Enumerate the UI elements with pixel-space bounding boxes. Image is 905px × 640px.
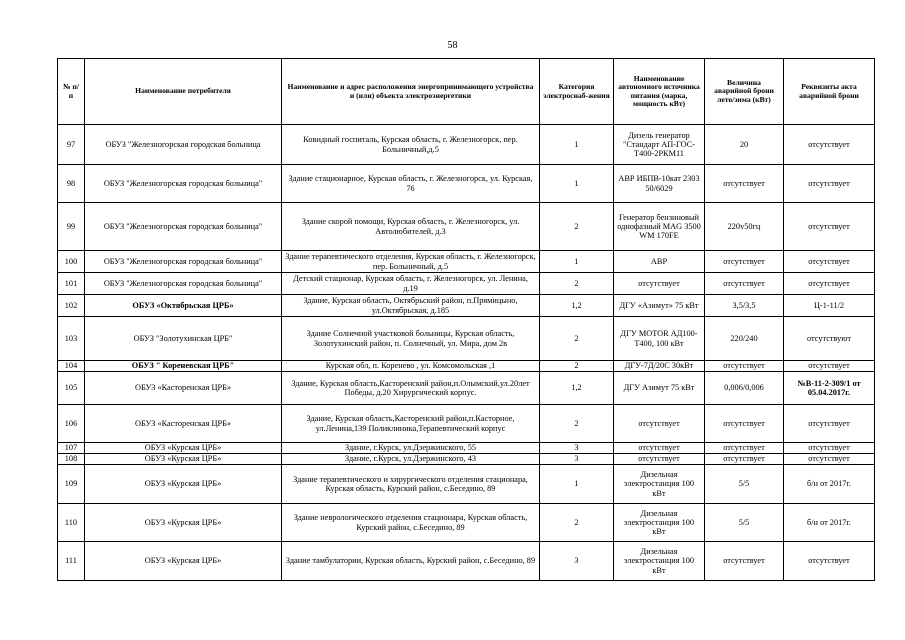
table-row xyxy=(58,251,875,273)
cell-act: б/н от 2017г. xyxy=(784,465,875,504)
header-device: Наименование и адрес расположения энергопринимающего устройства и (или) объекта электроэнергетики xyxy=(282,59,540,125)
cell-consumer: ОБУЗ «Курская ЦРБ» xyxy=(85,504,282,542)
cell-source: Дизельная электростанция 100 кВт xyxy=(614,542,705,581)
cell-source: Дизельная электростанция 100 кВт xyxy=(614,465,705,504)
cell-act: отсутствует xyxy=(784,454,875,465)
cell-act: отсутствует xyxy=(784,251,875,273)
cell-num: 111 xyxy=(58,542,85,581)
cell-category: 1 xyxy=(540,165,614,203)
cell-device: Здание терапевтического и хирургического отделения стационара, Курская область, Курский район, с.Беседино, 89 xyxy=(282,465,540,504)
cell-reserve: отсутствует xyxy=(705,405,784,443)
cell-consumer: ОБУЗ «Курская ЦРБ» xyxy=(85,443,282,454)
cell-source: ДГУ Азимут 75 кВт xyxy=(614,372,705,405)
cell-device: Здание, Курская область, Октябрьский район, п.Прямицыно, ул.Октябрьская, д.185 xyxy=(282,295,540,317)
cell-category: 2 xyxy=(540,273,614,295)
table-row xyxy=(58,372,875,405)
cell-reserve: 0,006/0,006 xyxy=(705,372,784,405)
cell-source: отсутствует xyxy=(614,405,705,443)
table-row xyxy=(58,361,875,372)
cell-act: отсутствует xyxy=(784,361,875,372)
cell-num: 107 xyxy=(58,443,85,454)
cell-act: отсутствует xyxy=(784,405,875,443)
cell-num: 98 xyxy=(58,165,85,203)
cell-source: отсутствует xyxy=(614,443,705,454)
cell-consumer: ОБУЗ "Железногорская городская больница" xyxy=(85,203,282,251)
cell-source: АВР xyxy=(614,251,705,273)
cell-device: Здание тамбулатории, Курская область, Курский район, с.Беседино, 89 xyxy=(282,542,540,581)
cell-category: 2 xyxy=(540,361,614,372)
cell-device: Здание, Курская область,Касторенский район,п.Касторное, ул.Ленина,139 Поликлиника,Терапевтический корпус xyxy=(282,405,540,443)
table-row xyxy=(58,125,875,165)
cell-device: Здание скорой помощи, Курская область, г. Железногорск, ул. Автолюбителей, д.3 xyxy=(282,203,540,251)
cell-act: отсутствует xyxy=(784,203,875,251)
cell-consumer: ОБУЗ «Курская ЦРБ» xyxy=(85,465,282,504)
cell-consumer: ОБУЗ "Железногорская городская больница xyxy=(85,125,282,165)
cell-category: 1,2 xyxy=(540,372,614,405)
cell-category: 1,2 xyxy=(540,295,614,317)
cell-device: Курская обл, п. Коренево , ул. Комсомольская ,1 xyxy=(282,361,540,372)
header-act: Реквизиты акта аварийной брони xyxy=(784,59,875,125)
header-category: Категория электроснаб-жения xyxy=(540,59,614,125)
cell-device: Здание, Курская область,Касторенский район,п.Олымский,ул.20лет Победы, д.20 Хирургический корпус. xyxy=(282,372,540,405)
cell-act: б/н от 2017г. xyxy=(784,504,875,542)
cell-act: отсутствует xyxy=(784,542,875,581)
cell-num: 103 xyxy=(58,317,85,361)
cell-reserve: отсутствует xyxy=(705,251,784,273)
cell-num: 101 xyxy=(58,273,85,295)
cell-num: 100 xyxy=(58,251,85,273)
cell-device: Ковидный госпиталь, Курская область, г. Железногорск, пер. Больничный,д.5 xyxy=(282,125,540,165)
cell-category: 1 xyxy=(540,251,614,273)
cell-consumer: ОБУЗ «Касторенская ЦРБ» xyxy=(85,372,282,405)
cell-reserve: 3,5/3,5 xyxy=(705,295,784,317)
page-number: 58 xyxy=(447,40,458,51)
cell-device: Здание неврологического отделения стационара, Курская область, Курский район, с.Беседино, 89 xyxy=(282,504,540,542)
table-row xyxy=(58,295,875,317)
header-row xyxy=(58,59,875,125)
cell-device: Здание Солнечной участковой больницы, Курская область, Золотухинский район, п. Солнечный, ул. Мира, дом 2в xyxy=(282,317,540,361)
table-row xyxy=(58,504,875,542)
cell-act: отсутствует xyxy=(784,125,875,165)
cell-source: отсутствует xyxy=(614,273,705,295)
cell-device: Здание стационарное, Курская область, г. Железногорск, ул. Курская, 76 xyxy=(282,165,540,203)
cell-category: 3 xyxy=(540,542,614,581)
cell-reserve: 5/5 xyxy=(705,504,784,542)
cell-reserve: отсутствует xyxy=(705,454,784,465)
table-row xyxy=(58,443,875,454)
cell-device: Здание, г.Курск, ул.Дзержинского, 43 xyxy=(282,454,540,465)
table-row xyxy=(58,542,875,581)
cell-act: отсутствует xyxy=(784,273,875,295)
cell-consumer: ОБУЗ "Золотухинская ЦРБ" xyxy=(85,317,282,361)
cell-source: ДГУ MOTOR АД100-Т400, 100 кВт xyxy=(614,317,705,361)
table-row xyxy=(58,165,875,203)
cell-act: отсутствует xyxy=(784,165,875,203)
cell-num: 106 xyxy=(58,405,85,443)
cell-source: ДГУ-7Д/20С 30кВт xyxy=(614,361,705,372)
cell-num: 104 xyxy=(58,361,85,372)
cell-device: Здание терапевтического отделения, Курская область, г. Железногорск, пер. Больничный, д.5 xyxy=(282,251,540,273)
cell-category: 1 xyxy=(540,465,614,504)
cell-num: 109 xyxy=(58,465,85,504)
cell-device: Здание, г.Курск, ул.Дзержинского, 55 xyxy=(282,443,540,454)
header-consumer: Наименование потребителя xyxy=(85,59,282,125)
table-row xyxy=(58,203,875,251)
cell-reserve: 220v50гц xyxy=(705,203,784,251)
cell-category: 1 xyxy=(540,125,614,165)
cell-source: АВР ИБПВ-10кат 2303 50/6029 xyxy=(614,165,705,203)
cell-consumer: ОБУЗ " Кореневская ЦРБ" xyxy=(85,361,282,372)
cell-reserve: 20 xyxy=(705,125,784,165)
cell-reserve: отсутствует xyxy=(705,443,784,454)
cell-reserve: отсутствует xyxy=(705,542,784,581)
cell-consumer: ОБУЗ "Железногорская городская больница" xyxy=(85,273,282,295)
header-num: № п/п xyxy=(58,59,85,125)
table-row xyxy=(58,317,875,361)
cell-consumer: ОБУЗ «Касторенская ЦРБ» xyxy=(85,405,282,443)
header-source: Наименование автономного источника питания (марка, мощность кВт) xyxy=(614,59,705,125)
cell-consumer: ОБУЗ "Железногорская городская больница" xyxy=(85,165,282,203)
cell-reserve: 5/5 xyxy=(705,465,784,504)
cell-source: отсутствует xyxy=(614,454,705,465)
cell-reserve: 220/240 xyxy=(705,317,784,361)
cell-device: Детский стационар, Курская область, г. Железногорск, ул. Ленина, д.19 xyxy=(282,273,540,295)
cell-category: 2 xyxy=(540,203,614,251)
table-row xyxy=(58,273,875,295)
cell-act: отсутствует xyxy=(784,443,875,454)
cell-consumer: ОБУЗ «Октябрьская ЦРБ» xyxy=(85,295,282,317)
cell-category: 2 xyxy=(540,504,614,542)
cell-consumer: ОБУЗ "Железногорская городская больница" xyxy=(85,251,282,273)
cell-num: 99 xyxy=(58,203,85,251)
cell-num: 105 xyxy=(58,372,85,405)
cell-reserve: отсутствует xyxy=(705,273,784,295)
cell-category: 2 xyxy=(540,405,614,443)
cell-reserve: отсутствует xyxy=(705,361,784,372)
cell-reserve: отсутствует xyxy=(705,165,784,203)
cell-act: отсутствуют xyxy=(784,317,875,361)
cell-num: 108 xyxy=(58,454,85,465)
cell-source: ДГУ «Азимут» 75 кВт xyxy=(614,295,705,317)
cell-category: 2 xyxy=(540,317,614,361)
cell-act: Ц-1-11/2 xyxy=(784,295,875,317)
header-reserve: Величина аварийной брони лето/зима (кВт) xyxy=(705,59,784,125)
cell-source: Генератор бензиновый однофазный MAG 3500 WM 170FE xyxy=(614,203,705,251)
table-row xyxy=(58,454,875,465)
table-row xyxy=(58,405,875,443)
cell-category: 3 xyxy=(540,454,614,465)
cell-category: 3 xyxy=(540,443,614,454)
table-row xyxy=(58,465,875,504)
cell-num: 110 xyxy=(58,504,85,542)
cell-source: Дизель генератор "Стандарт АП-ГОС-Т400-2РКМ11 xyxy=(614,125,705,165)
cell-act: №В-11-2-309/1 от 05.04.2017г. xyxy=(784,372,875,405)
cell-num: 97 xyxy=(58,125,85,165)
cell-consumer: ОБУЗ «Курская ЦРБ» xyxy=(85,454,282,465)
cell-consumer: ОБУЗ «Курская ЦРБ» xyxy=(85,542,282,581)
reserve-table xyxy=(57,58,875,581)
cell-source: Дизельная электростанция 100 кВт xyxy=(614,504,705,542)
cell-num: 102 xyxy=(58,295,85,317)
